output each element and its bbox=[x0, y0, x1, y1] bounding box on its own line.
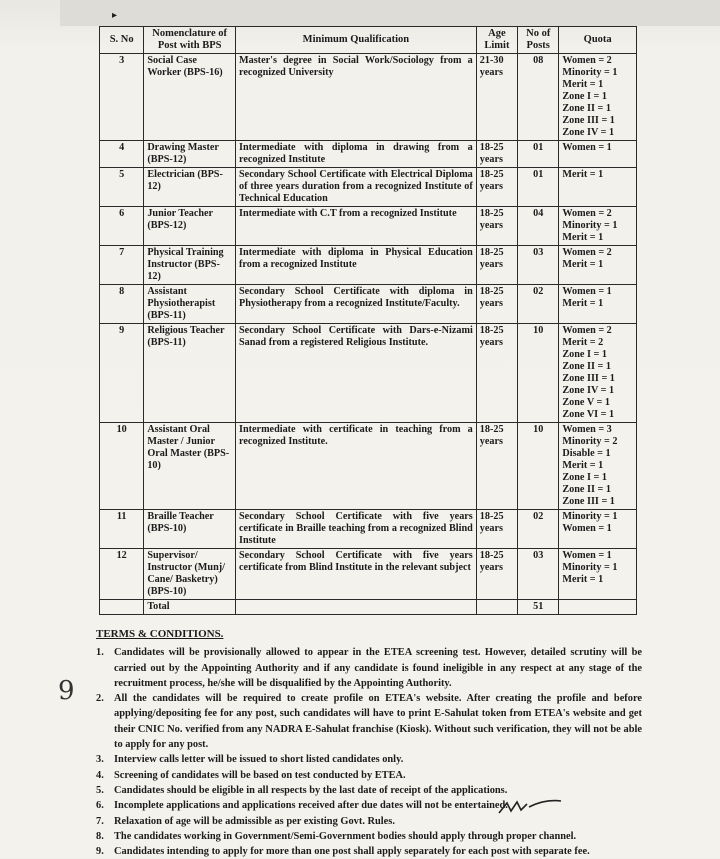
row-quota bbox=[559, 54, 637, 141]
total-label: Total bbox=[144, 600, 236, 615]
row-qualification: Intermediate with diploma in drawing from a recognized Institute bbox=[236, 141, 477, 168]
row-age-limit: 18-25 years bbox=[476, 324, 517, 423]
row-qualification: Master's degree in Social Work/Sociology from a recognized University bbox=[236, 54, 477, 141]
table-row bbox=[100, 168, 637, 207]
quota-line: Zone I = 1 bbox=[562, 472, 607, 483]
quota-line: Zone III = 1 bbox=[562, 496, 615, 507]
row-qualification: Intermediate with C.T from a recognized Institute bbox=[236, 207, 477, 246]
row-quota bbox=[559, 423, 637, 510]
row-qualification: Intermediate with certificate in teaching from a recognized Institute. bbox=[236, 423, 477, 510]
quota-line: Zone VI = 1 bbox=[562, 409, 615, 420]
term-item bbox=[96, 645, 642, 691]
row-sno: 3 bbox=[100, 54, 144, 141]
term-text: Interview calls letter will be issued to short listed candidates only. bbox=[114, 754, 404, 766]
quota-line: Zone IV = 1 bbox=[562, 385, 615, 396]
quota-line: Minority = 1 bbox=[562, 562, 618, 573]
term-text: Candidates should be eligible in all respects by the last date of receipt of the applications. bbox=[114, 784, 508, 796]
quota-line: Zone II = 1 bbox=[562, 103, 611, 114]
term-text: Candidates intending to apply for more than one post shall apply separately for each post with separate fee. bbox=[114, 846, 590, 858]
row-quota bbox=[559, 549, 637, 600]
row-post-name: Drawing Master (BPS-12) bbox=[144, 141, 236, 168]
row-no-of-posts: 01 bbox=[518, 141, 559, 168]
row-sno: 6 bbox=[100, 207, 144, 246]
term-text: Candidates will be provisionally allowed to appear in the ETEA screening test. However, detailed scrutiny will be carried out by the Appointing Authority and if any candidate is found ineligible in any respect at any stage of the recruitment process, he/she will be disqualified by the Appointing Authority. bbox=[114, 647, 642, 689]
quota-line: Zone I = 1 bbox=[562, 91, 607, 102]
term-number: 6. bbox=[96, 800, 104, 812]
scan-shadow bbox=[60, 0, 720, 26]
table-row bbox=[100, 423, 637, 510]
table-row bbox=[100, 285, 637, 324]
row-age-limit: 18-25 years bbox=[476, 510, 517, 549]
quota-line: Zone II = 1 bbox=[562, 361, 611, 372]
term-item bbox=[96, 691, 642, 752]
row-sno: 10 bbox=[100, 423, 144, 510]
term-text: The candidates working in Government/Semi-Government bodies should apply through proper channel. bbox=[114, 830, 577, 842]
terms-section bbox=[96, 627, 642, 859]
terms-list bbox=[96, 645, 642, 859]
vacancy-table bbox=[99, 26, 637, 615]
term-text: Relaxation of age will be admissible as per existing Govt. Rules. bbox=[114, 815, 395, 827]
quota-line: Merit = 1 bbox=[562, 298, 604, 309]
row-sno: 12 bbox=[100, 549, 144, 600]
row-qualification: Secondary School Certificate with Dars-e-Nizami Sanad from a registered Religious Institute. bbox=[236, 324, 477, 423]
term-item bbox=[96, 829, 642, 844]
quota-line: Merit = 1 bbox=[562, 574, 604, 585]
row-qualification: Secondary School Certificate with five years certificate from Blind Institute in the relevant subject bbox=[236, 549, 477, 600]
row-age-limit: 21-30 years bbox=[476, 54, 517, 141]
scan-mark: ▸ bbox=[112, 10, 118, 21]
row-age-limit: 18-25 years bbox=[476, 246, 517, 285]
quota-line: Women = 2 bbox=[562, 247, 612, 258]
header-qualification: Minimum Qualification bbox=[236, 27, 477, 54]
row-age-limit: 18-25 years bbox=[476, 285, 517, 324]
row-sno: 5 bbox=[100, 168, 144, 207]
quota-line: Merit = 1 bbox=[562, 259, 604, 270]
row-quota bbox=[559, 510, 637, 549]
quota-line: Zone IV = 1 bbox=[562, 127, 615, 138]
quota-line: Minority = 1 bbox=[562, 67, 618, 78]
term-text: All the candidates will be required to create profile on ETEA's website. After creating the profile and before applying/depositing fee for any post, such candidates will have to print E-Sahulat token from ETEA's website and get their CNIC No. verified from any NADRA E-Sahulat franchise (Kiosk). Without such verification, they will not be able to apply for any post. bbox=[114, 693, 642, 751]
row-age-limit: 18-25 years bbox=[476, 168, 517, 207]
row-quota bbox=[559, 168, 637, 207]
row-sno: 9 bbox=[100, 324, 144, 423]
term-text: Incomplete applications and applications received after due dates will not be entertained. bbox=[114, 800, 508, 812]
table-row bbox=[100, 207, 637, 246]
table-row bbox=[100, 324, 637, 423]
quota-line: Zone II = 1 bbox=[562, 484, 611, 495]
quota-line: Minority = 2 bbox=[562, 436, 618, 447]
quota-line: Zone III = 1 bbox=[562, 373, 615, 384]
term-item bbox=[96, 768, 642, 783]
row-no-of-posts: 02 bbox=[518, 510, 559, 549]
row-no-of-posts: 10 bbox=[518, 324, 559, 423]
quota-line: Women = 2 bbox=[562, 208, 612, 219]
row-quota bbox=[559, 324, 637, 423]
row-qualification: Secondary School Certificate with diploma in Physiotherapy from a recognized Institute/Faculty. bbox=[236, 285, 477, 324]
row-no-of-posts: 02 bbox=[518, 285, 559, 324]
row-sno: 4 bbox=[100, 141, 144, 168]
quota-line: Merit = 1 bbox=[562, 79, 604, 90]
term-text: Screening of candidates will be based on test conducted by ETEA. bbox=[114, 769, 406, 781]
term-item bbox=[96, 752, 642, 767]
row-post-name: Junior Teacher (BPS-12) bbox=[144, 207, 236, 246]
handwritten-mark: 9 bbox=[58, 676, 75, 706]
row-no-of-posts: 04 bbox=[518, 207, 559, 246]
table-row bbox=[100, 510, 637, 549]
signature-icon bbox=[495, 795, 565, 819]
row-quota bbox=[559, 285, 637, 324]
header-age-limit: Age Limit bbox=[476, 27, 517, 54]
row-no-of-posts: 01 bbox=[518, 168, 559, 207]
term-number: 5. bbox=[96, 784, 104, 796]
quota-line: Minority = 1 bbox=[562, 511, 618, 522]
row-qualification: Intermediate with diploma in Physical Education from a recognized Institute bbox=[236, 246, 477, 285]
row-qualification: Secondary School Certificate with Electrical Diploma of three years duration from a recognized Institute of Technical Education bbox=[236, 168, 477, 207]
quota-line: Zone III = 1 bbox=[562, 115, 615, 126]
quota-line: Women = 2 bbox=[562, 55, 612, 66]
term-number: 3. bbox=[96, 754, 104, 766]
term-number: 4. bbox=[96, 769, 104, 781]
header-quota: Quota bbox=[559, 27, 637, 54]
row-no-of-posts: 03 bbox=[518, 246, 559, 285]
term-number: 9. bbox=[96, 846, 104, 858]
quota-line: Women = 3 bbox=[562, 424, 612, 435]
row-post-name: Religious Teacher (BPS-11) bbox=[144, 324, 236, 423]
row-quota bbox=[559, 246, 637, 285]
table-header-row bbox=[100, 27, 637, 54]
term-number: 8. bbox=[96, 830, 104, 842]
row-sno: 8 bbox=[100, 285, 144, 324]
quota-line: Women = 1 bbox=[562, 550, 612, 561]
quota-line: Minority = 1 bbox=[562, 220, 618, 231]
row-sno: 7 bbox=[100, 246, 144, 285]
row-age-limit: 18-25 years bbox=[476, 549, 517, 600]
term-number: 1. bbox=[96, 647, 104, 659]
row-age-limit: 18-25 years bbox=[476, 207, 517, 246]
quota-line: Merit = 1 bbox=[562, 169, 604, 180]
row-quota bbox=[559, 141, 637, 168]
term-item bbox=[96, 844, 642, 859]
row-post-name: Supervisor/ Instructor (Munj/ Cane/ Basketry) (BPS-10) bbox=[144, 549, 236, 600]
row-quota bbox=[559, 207, 637, 246]
row-post-name: Assistant Physiotherapist (BPS-11) bbox=[144, 285, 236, 324]
quota-line: Disable = 1 bbox=[562, 448, 611, 459]
quota-line: Merit = 2 bbox=[562, 337, 604, 348]
quota-line: Women = 2 bbox=[562, 325, 612, 336]
table-row bbox=[100, 54, 637, 141]
terms-heading: TERMS & CONDITIONS. bbox=[96, 628, 224, 640]
quota-line: Merit = 1 bbox=[562, 232, 604, 243]
quota-line: Women = 1 bbox=[562, 523, 612, 534]
row-no-of-posts: 10 bbox=[518, 423, 559, 510]
row-post-name: Social Case Worker (BPS-16) bbox=[144, 54, 236, 141]
table-row bbox=[100, 549, 637, 600]
table-row bbox=[100, 246, 637, 285]
row-age-limit: 18-25 years bbox=[476, 141, 517, 168]
quota-line: Merit = 1 bbox=[562, 460, 604, 471]
row-post-name: Braille Teacher (BPS-10) bbox=[144, 510, 236, 549]
total-posts: 51 bbox=[518, 600, 559, 615]
header-sno: S. No bbox=[100, 27, 144, 54]
row-qualification: Secondary School Certificate with five years certificate in Braille teaching from a recognized Blind Institute bbox=[236, 510, 477, 549]
quota-line: Zone V = 1 bbox=[562, 397, 610, 408]
header-no-of-posts: No of Posts bbox=[518, 27, 559, 54]
quota-line: Women = 1 bbox=[562, 286, 612, 297]
table-row bbox=[100, 141, 637, 168]
quota-line: Women = 1 bbox=[562, 142, 612, 153]
total-row bbox=[100, 600, 637, 615]
row-sno: 11 bbox=[100, 510, 144, 549]
term-number: 2. bbox=[96, 693, 104, 705]
row-post-name: Electrician (BPS-12) bbox=[144, 168, 236, 207]
quota-line: Zone I = 1 bbox=[562, 349, 607, 360]
row-age-limit: 18-25 years bbox=[476, 423, 517, 510]
term-number: 7. bbox=[96, 815, 104, 827]
row-post-name: Physical Training Instructor (BPS-12) bbox=[144, 246, 236, 285]
row-no-of-posts: 03 bbox=[518, 549, 559, 600]
row-post-name: Assistant Oral Master / Junior Oral Master (BPS-10) bbox=[144, 423, 236, 510]
header-post-name: Nomenclature of Post with BPS bbox=[144, 27, 236, 54]
row-no-of-posts: 08 bbox=[518, 54, 559, 141]
